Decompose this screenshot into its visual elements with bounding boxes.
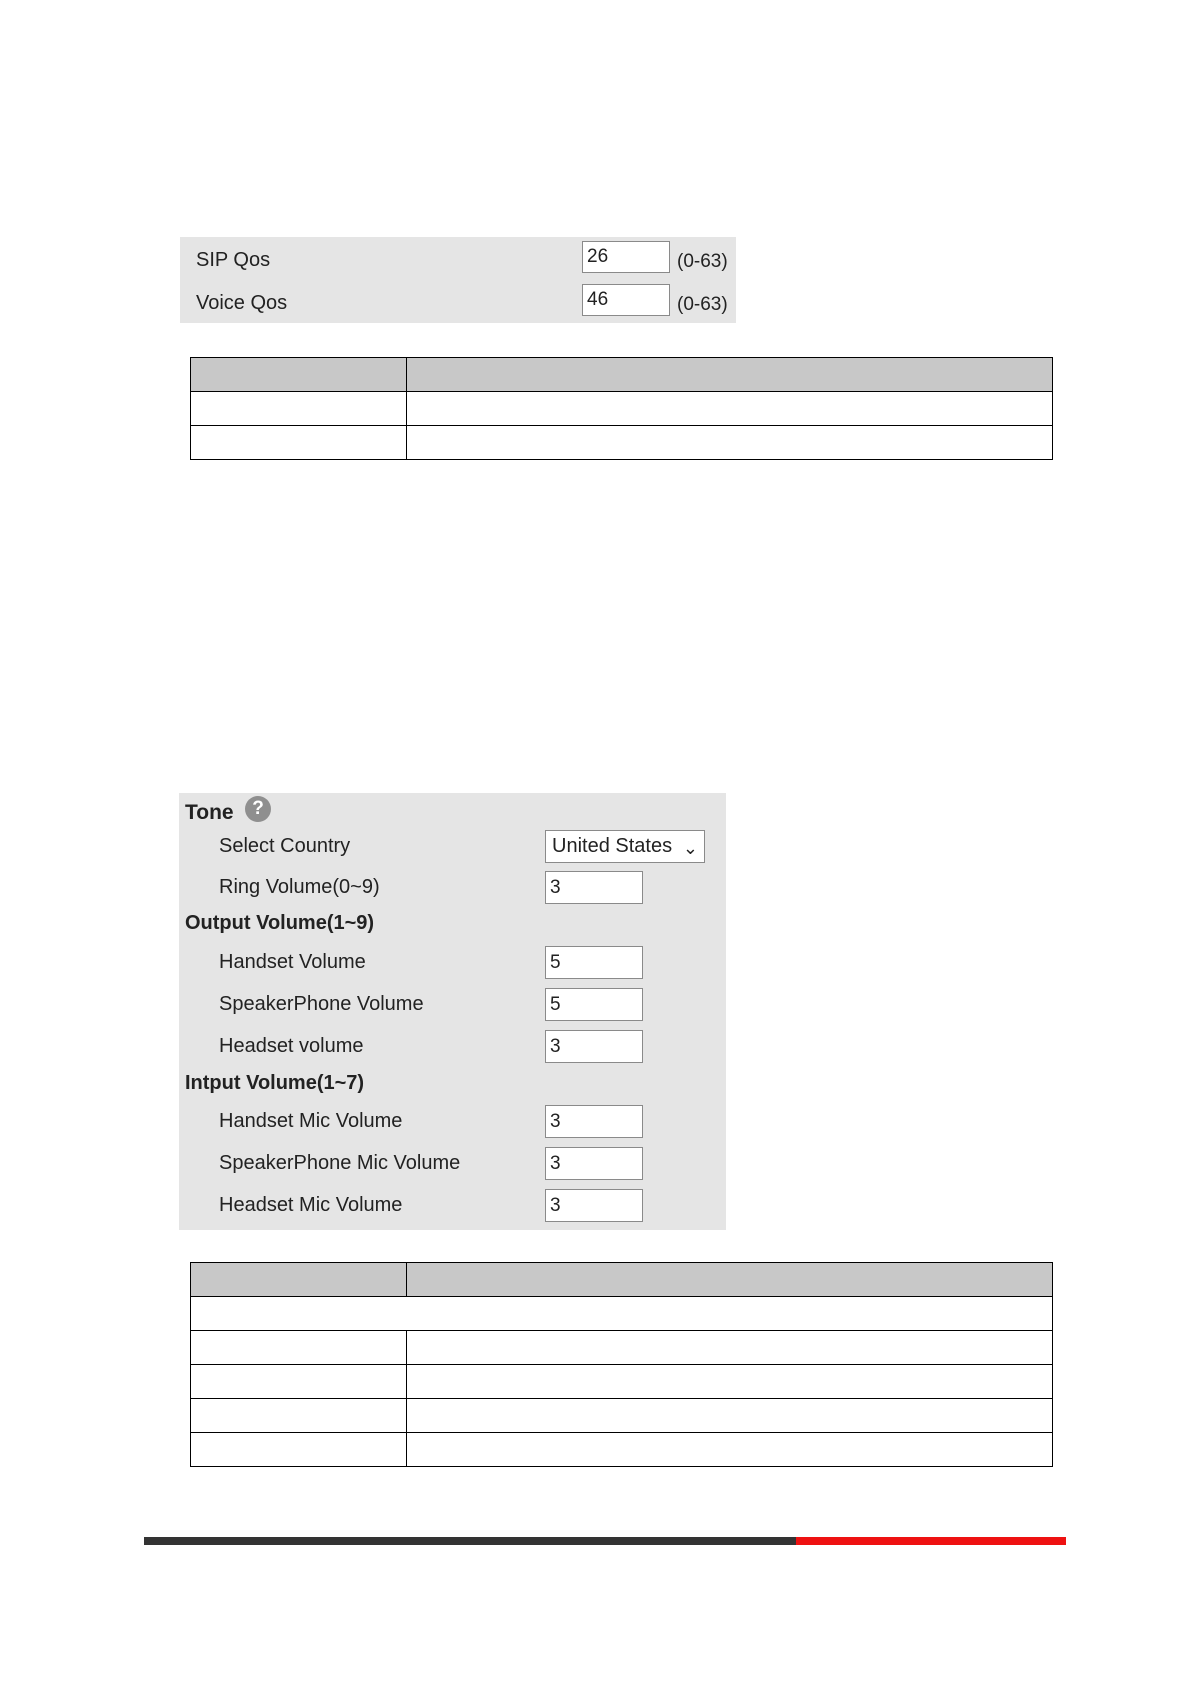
table-cell	[407, 1433, 1053, 1467]
table-cell	[191, 392, 407, 426]
table-header-cell	[407, 358, 1053, 392]
table-cell	[407, 426, 1053, 460]
help-icon[interactable]: ?	[245, 796, 271, 822]
sip-qos-row	[180, 237, 736, 280]
speakerphone-mic-volume-input[interactable]: 3	[545, 1147, 643, 1180]
voice-qos-range: (0-63)	[677, 294, 728, 315]
table-cell	[191, 1399, 407, 1433]
ring-volume-input[interactable]: 3	[545, 871, 643, 904]
table-cell	[407, 1331, 1053, 1365]
sip-qos-range: (0-63)	[677, 251, 728, 272]
tone-parameter-table	[190, 1262, 1053, 1467]
sip-qos-label: SIP Qos	[196, 249, 271, 271]
sip-qos-input[interactable]: 26	[582, 241, 670, 273]
chevron-down-icon: ⌄	[682, 838, 698, 858]
handset-volume-label: Handset Volume	[219, 951, 366, 973]
table-cell	[191, 426, 407, 460]
table-header-row	[191, 358, 1053, 392]
handset-volume-input[interactable]: 5	[545, 946, 643, 979]
table-row	[191, 1365, 1053, 1399]
table-cell	[191, 1365, 407, 1399]
voice-qos-input[interactable]: 46	[582, 284, 670, 316]
table-header-row	[191, 1263, 1053, 1297]
headset-mic-volume-label: Headset Mic Volume	[219, 1194, 403, 1216]
table-cell	[191, 1331, 407, 1365]
table-row	[191, 1399, 1053, 1433]
qos-settings-panel	[180, 237, 736, 323]
voice-qos-row	[180, 280, 736, 323]
table-cell	[191, 1433, 407, 1467]
table-cell	[407, 392, 1053, 426]
input-volume-heading: Intput Volume(1~7)	[185, 1072, 365, 1094]
output-volume-heading: Output Volume(1~9)	[185, 912, 375, 934]
table-header-cell	[191, 358, 407, 392]
select-country-label: Select Country	[219, 835, 351, 857]
headset-volume-input[interactable]: 3	[545, 1030, 643, 1063]
table-cell	[407, 1399, 1053, 1433]
table-cell	[407, 1365, 1053, 1399]
table-cell	[191, 1297, 1053, 1331]
country-select-value: United States	[552, 835, 673, 857]
footer-bar-dark	[144, 1537, 796, 1545]
ring-volume-label: Ring Volume(0~9)	[219, 876, 380, 898]
table-row	[191, 426, 1053, 460]
tone-title: Tone	[185, 801, 234, 824]
country-select[interactable]	[545, 830, 705, 863]
tone-settings-panel	[179, 793, 726, 1230]
qos-parameter-table	[190, 357, 1053, 460]
table-header-cell	[191, 1263, 407, 1297]
table-row	[191, 1331, 1053, 1365]
table-row	[191, 1433, 1053, 1467]
speakerphone-volume-label: SpeakerPhone Volume	[219, 993, 424, 1015]
footer-bar-red	[796, 1537, 1066, 1545]
table-row	[191, 392, 1053, 426]
headset-volume-label: Headset volume	[219, 1035, 364, 1057]
handset-mic-volume-label: Handset Mic Volume	[219, 1110, 403, 1132]
headset-mic-volume-input[interactable]: 3	[545, 1189, 643, 1222]
voice-qos-label: Voice Qos	[196, 292, 288, 314]
table-section-row	[191, 1297, 1053, 1331]
speakerphone-mic-volume-label: SpeakerPhone Mic Volume	[219, 1152, 461, 1174]
speakerphone-volume-input[interactable]: 5	[545, 988, 643, 1021]
handset-mic-volume-input[interactable]: 3	[545, 1105, 643, 1138]
table-header-cell	[407, 1263, 1053, 1297]
